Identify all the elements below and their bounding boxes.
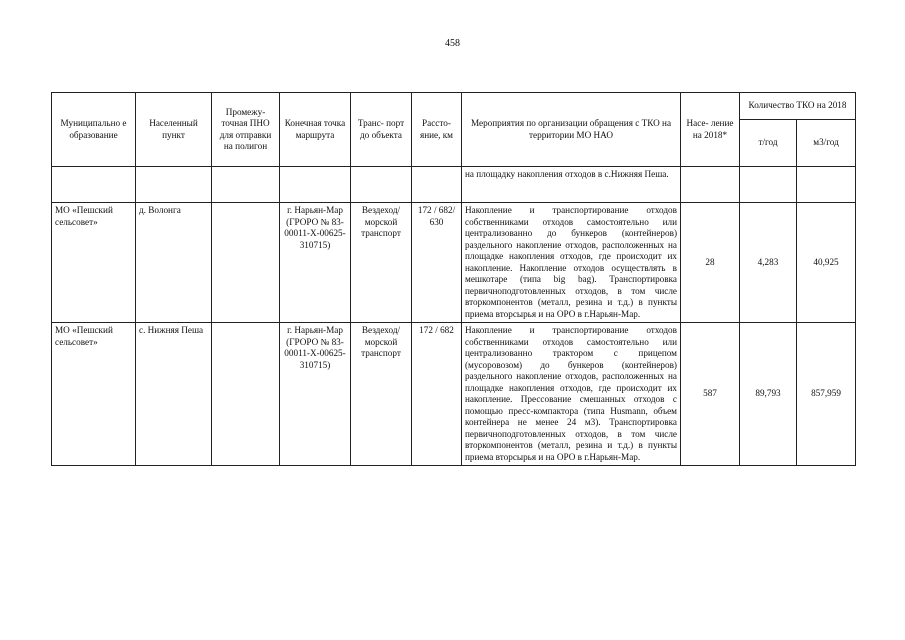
cell-population: 587 — [681, 323, 740, 466]
cell-tko-tons: 89,793 — [740, 323, 797, 466]
cell-transport: Вездеход/ морской транспорт — [351, 203, 412, 323]
cell-population — [681, 167, 740, 203]
header-tko-tons: т/год — [740, 120, 797, 167]
cell-tko-m3: 857,959 — [797, 323, 856, 466]
header-transport: Транс- порт до объекта — [351, 93, 412, 167]
cell-distance: 172 / 682/ 630 — [412, 203, 462, 323]
cell-intermediate-point — [212, 203, 280, 323]
cell-tko-m3: 40,925 — [797, 203, 856, 323]
cell-population: 28 — [681, 203, 740, 323]
cell-tko-tons — [740, 167, 797, 203]
cell-municipality — [52, 167, 136, 203]
header-intermediate-point: Промежу- точная ПНО для отправки на полигон — [212, 93, 280, 167]
cell-end-point — [280, 167, 351, 203]
cell-settlement: д. Волонга — [136, 203, 212, 323]
waste-management-table — [51, 92, 856, 466]
cell-municipality: МО «Пешский сельсовет» — [52, 203, 136, 323]
table-row — [52, 203, 856, 323]
cell-settlement — [136, 167, 212, 203]
header-municipality: Муниципально е образование — [52, 93, 136, 167]
cell-settlement: с. Нижняя Пеша — [136, 323, 212, 466]
header-distance: Рассто- яние, км — [412, 93, 462, 167]
cell-intermediate-point — [212, 323, 280, 466]
cell-distance — [412, 167, 462, 203]
table-row — [52, 323, 856, 466]
cell-transport: Вездеход/ морской транспорт — [351, 323, 412, 466]
cell-measures: на площадку накопления отходов в с.Нижняя Пеша. — [462, 167, 681, 203]
header-population: Насе- ление на 2018* — [681, 93, 740, 167]
header-settlement: Населенный пункт — [136, 93, 212, 167]
header-tko-group: Количество ТКО на 2018 — [740, 93, 856, 120]
cell-measures: Накопление и транспортирование отходов собственниками отходов самостоятельно или централизованно трактором с прицепом (мусоровозом) до бункеров (контейнеров) раздельного накопление отходов, расположенных на площадке накопления отходов, где происходит их накопление. Прессование смешанных отходов с помощью пресс-компактора (типа Husmann, объем контейнера не менее 24 м3). Транспортировка первичноподготовленных отходов, в том числе вторкомпонентов (металл, резина и т.д.) в пункты приема вторсырья и на ОРО в г.Нарьян-Мар. — [462, 323, 681, 466]
header-row-1 — [52, 93, 856, 120]
cell-end-point: г. Нарьян-Мар (ГРОРО № 83-00011-Х-00625-310715) — [280, 203, 351, 323]
cell-end-point: г. Нарьян-Мар (ГРОРО № 83-00011-Х-00625-310715) — [280, 323, 351, 466]
header-end-point: Конечная точка маршрута — [280, 93, 351, 167]
cell-distance: 172 / 682 — [412, 323, 462, 466]
cell-tko-m3 — [797, 167, 856, 203]
table-row — [52, 167, 856, 203]
header-measures: Мероприятия по организации обращения с ТКО на территории МО НАО — [462, 93, 681, 167]
cell-tko-tons: 4,283 — [740, 203, 797, 323]
cell-intermediate-point — [212, 167, 280, 203]
page-number: 458 — [445, 38, 460, 49]
cell-municipality: МО «Пешский сельсовет» — [52, 323, 136, 466]
cell-measures: Накопление и транспортирование отходов собственниками отходов самостоятельно или централизованно до бункеров (контейнеров) раздельного накопление отходов, расположенных на площадке накопления отходов, где происходит их накопление. Накопление отходов осуществлять в мешкотаре (типа big bag). Транспортировка первичноподготовленных отходов, в том числе вторкомпонентов (металл, резина и т.д.) в пункты приема вторсырья и на ОРО в г.Нарьян-Мар. — [462, 203, 681, 323]
header-tko-m3: м3/год — [797, 120, 856, 167]
cell-transport — [351, 167, 412, 203]
